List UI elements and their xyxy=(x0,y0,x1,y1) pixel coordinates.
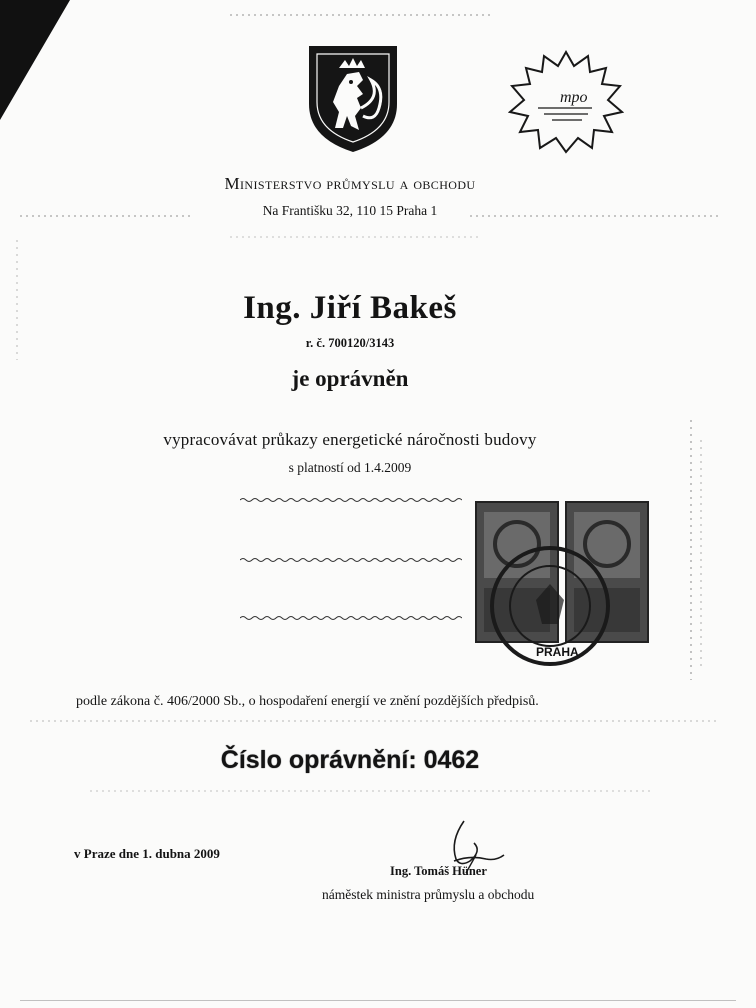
signer-position: náměstek ministra průmyslu a obchodu xyxy=(322,887,535,902)
wavy-fill-line xyxy=(240,557,462,563)
authorized-activity: vypracovávat průkazy energetické náročnosti budovy xyxy=(163,430,537,449)
scan-corner-shadow xyxy=(0,0,70,120)
birth-number: r. č. 700120/3143 xyxy=(305,336,395,350)
legal-basis: podle zákona č. 406/2000 Sb., o hospodaření energií ve znění pozdějších předpisů. xyxy=(76,694,539,709)
page-bottom-edge xyxy=(20,1000,736,1001)
scan-noise xyxy=(90,790,650,792)
ministry-address: Na Františku 32, 110 15 Praha 1 xyxy=(262,203,438,218)
holder-name: Ing. Jiří Bakeš xyxy=(243,290,457,326)
seal-text: mpo xyxy=(560,89,588,106)
wavy-fill-line xyxy=(240,615,462,621)
wavy-fill-line xyxy=(240,497,462,503)
scan-noise xyxy=(30,720,720,722)
authorization-number: Číslo oprávnění: 0462 xyxy=(220,746,480,774)
revenue-stamps-icon xyxy=(470,496,670,686)
signer-name: Ing. Tomáš Hüner xyxy=(390,864,487,878)
scan-noise xyxy=(690,420,692,680)
mpo-starburst-seal-icon xyxy=(508,50,624,154)
scan-noise xyxy=(700,440,702,670)
authorization-statement: je oprávněn xyxy=(291,366,409,391)
place-and-date: v Praze dne 1. dubna 2009 xyxy=(74,846,220,861)
scan-noise xyxy=(230,236,480,238)
round-stamp-text: PRAHA xyxy=(536,645,579,659)
ministry-heading: Ministerstvo průmyslu a obchodu xyxy=(224,174,476,193)
scan-noise xyxy=(230,14,490,16)
validity-date: s platností od 1.4.2009 xyxy=(288,460,412,475)
czech-lion-coat-of-arms-icon xyxy=(305,42,401,156)
